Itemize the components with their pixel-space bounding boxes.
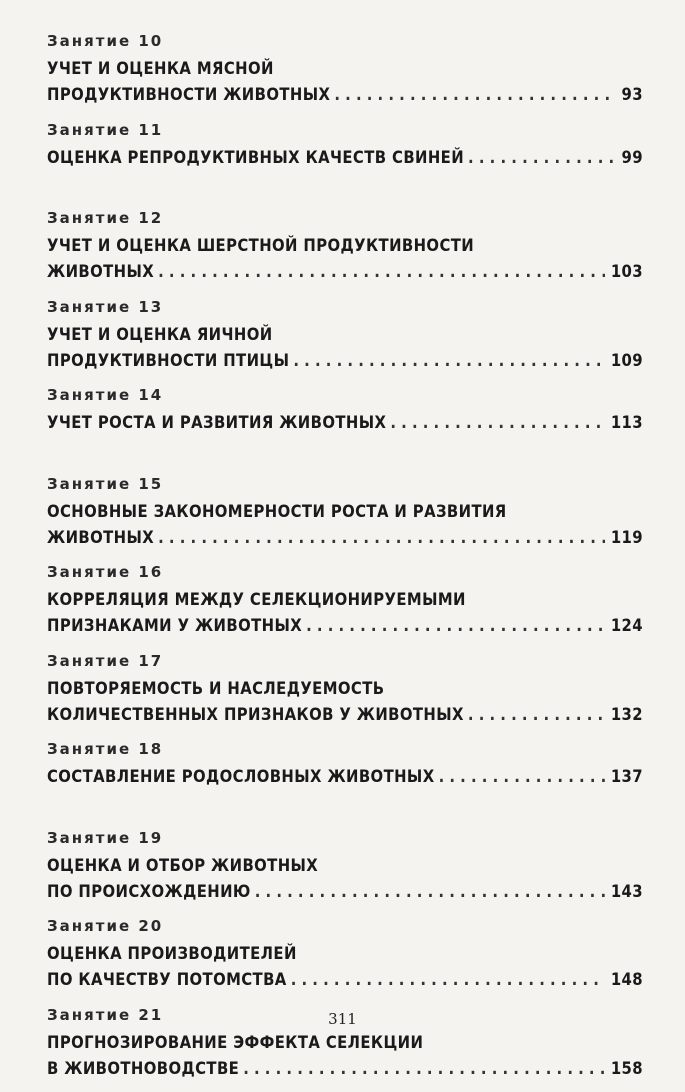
entry-title-line [47, 967, 643, 993]
toc-entry [47, 296, 643, 385]
entry-page-number: 148 [611, 967, 643, 993]
entry-page-number: 124 [611, 613, 643, 639]
entry-title-line: КОРРЕЛЯЦИЯ МЕЖДУ СЕЛЕКЦИОНИРУЕМЫМИ [47, 587, 643, 613]
dot-leader [468, 702, 605, 728]
entry-page-number: 137 [611, 764, 643, 790]
entry-title-line [47, 1056, 643, 1082]
lesson-number: Занятие 17 [47, 650, 643, 676]
lesson-number: Занятие 18 [47, 738, 643, 764]
lesson-number: Занятие 21 [47, 1004, 643, 1030]
toc-entry [47, 384, 643, 473]
entry-title-line [47, 145, 643, 171]
dot-leader [390, 410, 604, 436]
lesson-number: Занятие 10 [47, 30, 643, 56]
entry-title-text: КОЛИЧЕСТВЕННЫХ ПРИЗНАКОВ У ЖИВОТНЫХ [47, 702, 464, 728]
dot-leader [291, 967, 605, 993]
entry-title-text: СОСТАВЛЕНИЕ РОДОСЛОВНЫХ ЖИВОТНЫХ [47, 764, 435, 790]
entry-title-line: УЧЕТ И ОЦЕНКА ЯИЧНОЙ [47, 322, 643, 348]
lesson-number: Занятие 13 [47, 296, 643, 322]
entry-title-text: ПО ПРОИСХОЖДЕНИЮ [47, 879, 251, 905]
dot-leader [468, 145, 615, 171]
entry-page-number: 99 [622, 145, 643, 171]
entry-title-text: ПРОДУКТИВНОСТИ ЖИВОТНЫХ [47, 82, 330, 108]
entry-title-line [47, 613, 643, 639]
entry-page-number: 109 [611, 348, 643, 374]
dot-leader [255, 879, 605, 905]
dot-leader [243, 1056, 605, 1082]
lesson-number: Занятие 14 [47, 384, 643, 410]
toc-entry [47, 827, 643, 916]
lesson-number: Занятие 12 [47, 207, 643, 233]
entry-title-line: УЧЕТ И ОЦЕНКА МЯСНОЙ [47, 56, 643, 82]
entry-title-line [47, 259, 643, 285]
toc-entry [47, 650, 643, 739]
toc-entry [47, 473, 643, 562]
dot-leader [158, 259, 605, 285]
lesson-number: Занятие 16 [47, 561, 643, 587]
entry-title-line: УЧЕТ И ОЦЕНКА ШЕРСТНОЙ ПРОДУКТИВНОСТИ [47, 233, 643, 259]
dot-leader [439, 764, 605, 790]
entry-title-line [47, 410, 643, 436]
entry-title-line [47, 525, 643, 551]
entry-title-line: ОСНОВНЫЕ ЗАКОНОМЕРНОСТИ РОСТА И РАЗВИТИЯ [47, 499, 643, 525]
toc-entry [47, 30, 643, 119]
dot-leader [158, 525, 605, 551]
dot-leader [293, 348, 604, 374]
entry-title-line [47, 764, 643, 790]
entry-title-text: ОЦЕНКА РЕПРОДУКТИВНЫХ КАЧЕСТВ СВИНЕЙ [47, 145, 464, 171]
entry-title-text: УЧЕТ РОСТА И РАЗВИТИЯ ЖИВОТНЫХ [47, 410, 386, 436]
toc-entry [47, 738, 643, 827]
entry-title-line [47, 82, 643, 108]
entry-title-line [47, 348, 643, 374]
entry-title-line [47, 702, 643, 728]
lesson-number: Занятие 19 [47, 827, 643, 853]
entry-title-text: ПРОДУКТИВНОСТИ ПТИЦЫ [47, 348, 289, 374]
entry-title-text: В ЖИВОТНОВОДСТВЕ [47, 1056, 239, 1082]
entry-page-number: 119 [611, 525, 643, 551]
dot-leader [306, 613, 605, 639]
page-number: 311 [0, 1010, 685, 1028]
table-of-contents [47, 30, 643, 1092]
toc-entry [47, 561, 643, 650]
lesson-number: Занятие 15 [47, 473, 643, 499]
toc-entry [47, 119, 643, 208]
entry-page-number: 103 [611, 259, 643, 285]
entry-title-text: ПРИЗНАКАМИ У ЖИВОТНЫХ [47, 613, 302, 639]
lesson-number: Занятие 11 [47, 119, 643, 145]
entry-page-number: 113 [611, 410, 643, 436]
toc-entry [47, 207, 643, 296]
toc-entry [47, 915, 643, 1004]
entry-title-text: ЖИВОТНЫХ [47, 259, 154, 285]
entry-page-number: 132 [611, 702, 643, 728]
entry-title-line: ПОВТОРЯЕМОСТЬ И НАСЛЕДУЕМОСТЬ [47, 676, 643, 702]
entry-title-line: ПРОГНОЗИРОВАНИЕ ЭФФЕКТА СЕЛЕКЦИИ [47, 1030, 643, 1056]
entry-page-number: 143 [611, 879, 643, 905]
entry-title-line: ОЦЕНКА ПРОИЗВОДИТЕЛЕЙ [47, 941, 643, 967]
entry-title-line [47, 879, 643, 905]
dot-leader [334, 82, 615, 108]
entry-page-number: 158 [611, 1056, 643, 1082]
lesson-number: Занятие 20 [47, 915, 643, 941]
entry-title-text: ПО КАЧЕСТВУ ПОТОМСТВА [47, 967, 287, 993]
entry-title-text: ЖИВОТНЫХ [47, 525, 154, 551]
entry-title-line: ОЦЕНКА И ОТБОР ЖИВОТНЫХ [47, 853, 643, 879]
entry-page-number: 93 [622, 82, 643, 108]
